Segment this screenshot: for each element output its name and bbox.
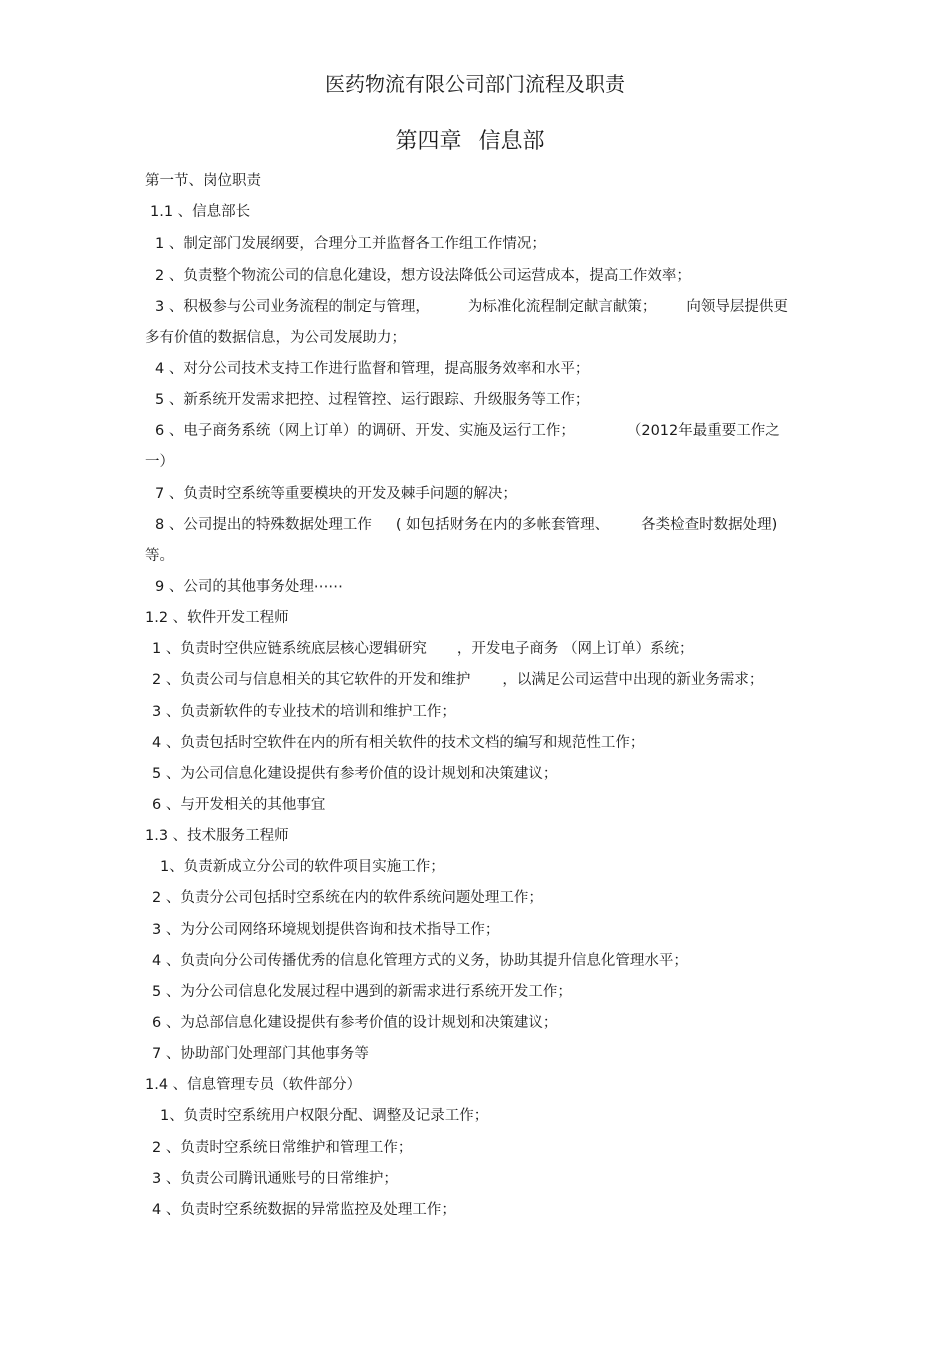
list-item-part: 2 、负责公司与信息相关的其它软件的开发和维护 <box>152 672 471 688</box>
list-item: 1、负责时空系统用户权限分配、调整及记录工作； <box>160 1108 489 1124</box>
list-item-continuation: 等。 <box>145 548 174 564</box>
list-item: 4 、负责包括时空软件在内的所有相关软件的技术文档的编写和规范性工作； <box>152 735 645 751</box>
list-item: 3 、负责新软件的专业技术的培训和维护工作； <box>152 704 456 720</box>
list-item-part: ( 如包括财务在内的多帐套管理、 <box>395 517 610 533</box>
list-item-continuation: 多有价值的数据信息，为公司发展助力； <box>145 330 406 346</box>
list-item: 2 、负责整个物流公司的信息化建设，想方设法降低公司运营成本，提高工作效率； <box>155 268 691 284</box>
list-item-part: 向领导层提供更 <box>686 299 788 315</box>
list-item <box>155 297 788 317</box>
list-item: 9 、公司的其他事务处理⋯⋯ <box>155 579 343 595</box>
list-item-part: 为标准化流程制定献言献策； <box>467 299 657 315</box>
list-item <box>155 421 780 441</box>
subsection-heading-1-1: 1.1 、信息部长 <box>150 204 251 220</box>
list-item: 1、负责新成立分公司的软件项目实施工作； <box>160 859 445 875</box>
document-title: 医药物流有限公司部门流程及职责 <box>325 72 625 96</box>
list-item: 6 、为总部信息化建设提供有参考价值的设计规划和决策建议； <box>152 1015 558 1031</box>
list-item-continuation: 一） <box>145 454 174 470</box>
list-item-part: ，开发电子商务 （网上订单）系统； <box>456 641 694 657</box>
list-item <box>155 515 777 535</box>
list-item: 5 、新系统开发需求把控、过程管控、运行跟踪、升级服务等工作； <box>155 392 590 408</box>
list-item-part: 6 、电子商务系统（网上订单）的调研、开发、实施及运行工作； <box>155 423 575 439</box>
list-item: 4 、对分公司技术支持工作进行监督和管理，提高服务效率和水平； <box>155 361 590 377</box>
list-item-part: 1 、负责时空供应链系统底层核心逻辑研究 <box>152 641 427 657</box>
list-item: 2 、负责分公司包括时空系统在内的软件系统问题处理工作； <box>152 890 543 906</box>
list-item: 5 、为分公司信息化发展过程中遇到的新需求进行系统开发工作； <box>152 984 572 1000</box>
list-item <box>152 670 763 690</box>
list-item-part: （2012年最重要工作之 <box>626 423 780 439</box>
list-item: 6 、与开发相关的其他事宜 <box>152 797 326 813</box>
list-item: 4 、负责时空系统数据的异常监控及处理工作； <box>152 1202 456 1218</box>
list-item-part: 8 、公司提出的特殊数据处理工作 <box>155 517 372 533</box>
list-item: 5 、为公司信息化建设提供有参考价值的设计规划和决策建议； <box>152 766 558 782</box>
chapter-title: 第四章 信息部 <box>395 129 545 154</box>
subsection-heading-1-2: 1.2 、软件开发工程师 <box>145 610 289 626</box>
subsection-heading-1-3: 1.3 、技术服务工程师 <box>145 828 289 844</box>
list-item: 7 、协助部门处理部门其他事务等 <box>152 1046 369 1062</box>
list-item: 2 、负责时空系统日常维护和管理工作； <box>152 1140 413 1156</box>
section-heading: 第一节、岗位职责 <box>145 173 261 189</box>
subsection-heading-1-4: 1.4 、信息管理专员（软件部分） <box>145 1077 362 1093</box>
list-item <box>152 639 693 659</box>
list-item: 1 、制定部门发展纲要，合理分工并监督各工作组工作情况； <box>155 236 546 252</box>
list-item: 3 、负责公司腾讯通账号的日常维护； <box>152 1171 398 1187</box>
list-item-part: ，以满足公司运营中出现的新业务需求； <box>502 672 764 688</box>
list-item-part: 各类检查时数据处理) <box>641 517 778 533</box>
list-item: 4 、负责向分公司传播优秀的信息化管理方式的义务，协助其提升信息化管理水平； <box>152 953 688 969</box>
list-item: 7 、负责时空系统等重要模块的开发及棘手问题的解决； <box>155 486 517 502</box>
list-item: 3 、为分公司网络环境规划提供咨询和技术指导工作； <box>152 922 500 938</box>
list-item-part: 3 、积极参与公司业务流程的制定与管理， <box>155 299 430 315</box>
